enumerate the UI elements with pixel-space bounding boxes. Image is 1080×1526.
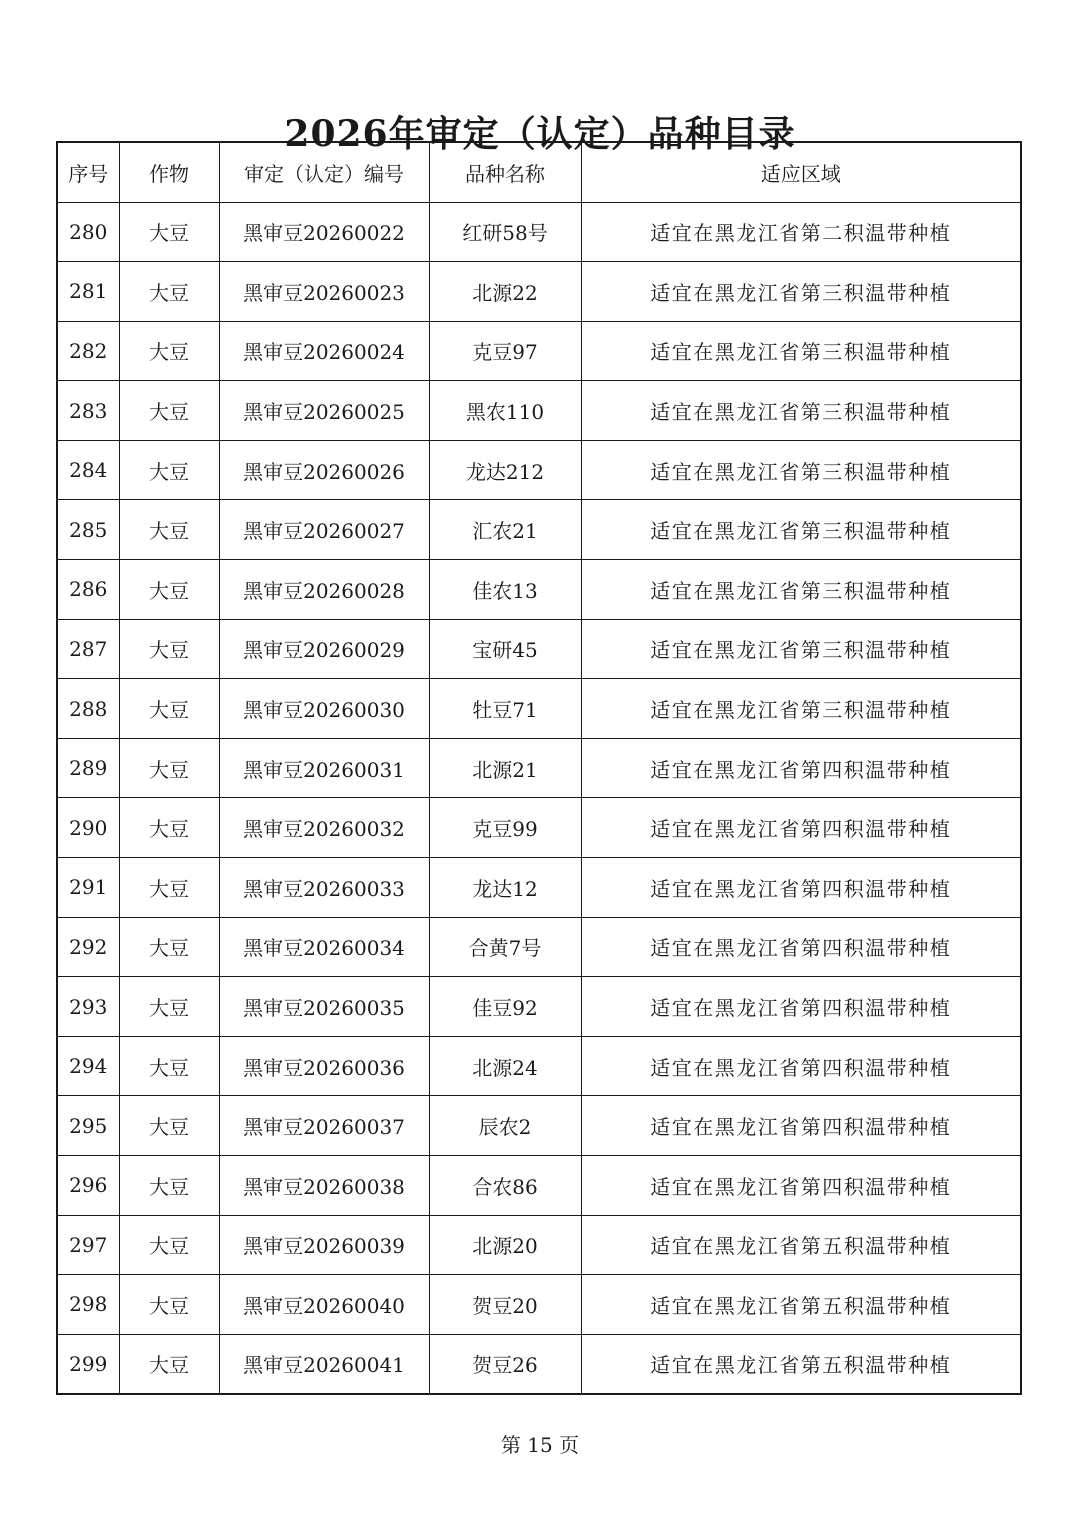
table-row	[57, 619, 1021, 679]
cell-crop: 大豆	[119, 1275, 219, 1335]
cell-approval-code: 黑审豆20260023	[219, 262, 429, 322]
cell-approval-code: 黑审豆20260041	[219, 1334, 429, 1394]
cell-suitable-region: 适宜在黑龙江省第三积温带种植	[581, 262, 1021, 322]
cell-suitable-region: 适宜在黑龙江省第四积温带种植	[581, 798, 1021, 858]
cell-crop: 大豆	[119, 1215, 219, 1275]
cell-suitable-region: 适宜在黑龙江省第四积温带种植	[581, 917, 1021, 977]
header-row	[57, 142, 1021, 202]
table-row	[57, 977, 1021, 1037]
cell-crop: 大豆	[119, 858, 219, 918]
cell-variety-name: 北源21	[429, 738, 581, 798]
cell-seq: 280	[57, 202, 119, 262]
table-row	[57, 381, 1021, 441]
cell-crop: 大豆	[119, 1334, 219, 1394]
table-row	[57, 917, 1021, 977]
cell-seq: 284	[57, 440, 119, 500]
cell-approval-code: 黑审豆20260031	[219, 738, 429, 798]
cell-crop: 大豆	[119, 1096, 219, 1156]
cell-variety-name: 贺豆26	[429, 1334, 581, 1394]
table-header	[57, 142, 1021, 202]
header-suitable-region: 适应区域	[581, 142, 1021, 202]
cell-seq: 281	[57, 262, 119, 322]
table-row	[57, 858, 1021, 918]
cell-crop: 大豆	[119, 321, 219, 381]
cell-suitable-region: 适宜在黑龙江省第二积温带种植	[581, 202, 1021, 262]
cell-approval-code: 黑审豆20260022	[219, 202, 429, 262]
cell-variety-name: 北源22	[429, 262, 581, 322]
cell-approval-code: 黑审豆20260028	[219, 560, 429, 620]
table-row	[57, 738, 1021, 798]
cell-seq: 285	[57, 500, 119, 560]
cell-suitable-region: 适宜在黑龙江省第三积温带种植	[581, 500, 1021, 560]
cell-crop: 大豆	[119, 440, 219, 500]
cell-seq: 290	[57, 798, 119, 858]
cell-crop: 大豆	[119, 1036, 219, 1096]
cell-seq: 296	[57, 1156, 119, 1216]
cell-approval-code: 黑审豆20260036	[219, 1036, 429, 1096]
table-row	[57, 440, 1021, 500]
cell-crop: 大豆	[119, 262, 219, 322]
cell-variety-name: 龙达12	[429, 858, 581, 918]
cell-approval-code: 黑审豆20260027	[219, 500, 429, 560]
cell-seq: 299	[57, 1334, 119, 1394]
page-number: 第 15 页	[500, 1433, 580, 1457]
variety-catalog-table	[56, 141, 1022, 1395]
cell-crop: 大豆	[119, 977, 219, 1037]
table-row	[57, 1096, 1021, 1156]
cell-variety-name: 克豆99	[429, 798, 581, 858]
cell-seq: 298	[57, 1275, 119, 1335]
cell-variety-name: 佳豆92	[429, 977, 581, 1037]
table-row	[57, 1156, 1021, 1216]
cell-crop: 大豆	[119, 381, 219, 441]
cell-variety-name: 北源20	[429, 1215, 581, 1275]
cell-variety-name: 佳农13	[429, 560, 581, 620]
cell-suitable-region: 适宜在黑龙江省第三积温带种植	[581, 619, 1021, 679]
cell-suitable-region: 适宜在黑龙江省第四积温带种植	[581, 858, 1021, 918]
cell-seq: 292	[57, 917, 119, 977]
cell-approval-code: 黑审豆20260030	[219, 679, 429, 739]
cell-suitable-region: 适宜在黑龙江省第四积温带种植	[581, 977, 1021, 1037]
cell-approval-code: 黑审豆20260026	[219, 440, 429, 500]
cell-approval-code: 黑审豆20260038	[219, 1156, 429, 1216]
header-approval-code: 审定（认定）编号	[219, 142, 429, 202]
cell-approval-code: 黑审豆20260032	[219, 798, 429, 858]
cell-suitable-region: 适宜在黑龙江省第四积温带种植	[581, 1096, 1021, 1156]
cell-seq: 295	[57, 1096, 119, 1156]
table-row	[57, 1215, 1021, 1275]
cell-variety-name: 龙达212	[429, 440, 581, 500]
cell-crop: 大豆	[119, 1156, 219, 1216]
cell-approval-code: 黑审豆20260040	[219, 1275, 429, 1335]
cell-seq: 287	[57, 619, 119, 679]
cell-variety-name: 牡豆71	[429, 679, 581, 739]
table-row	[57, 500, 1021, 560]
cell-approval-code: 黑审豆20260037	[219, 1096, 429, 1156]
header-crop: 作物	[119, 142, 219, 202]
cell-approval-code: 黑审豆20260034	[219, 917, 429, 977]
cell-suitable-region: 适宜在黑龙江省第五积温带种植	[581, 1275, 1021, 1335]
cell-suitable-region: 适宜在黑龙江省第三积温带种植	[581, 560, 1021, 620]
cell-seq: 283	[57, 381, 119, 441]
cell-crop: 大豆	[119, 500, 219, 560]
cell-crop: 大豆	[119, 917, 219, 977]
cell-variety-name: 红研58号	[429, 202, 581, 262]
header-seq: 序号	[57, 142, 119, 202]
table-row	[57, 1334, 1021, 1394]
cell-crop: 大豆	[119, 738, 219, 798]
table-row	[57, 1036, 1021, 1096]
cell-seq: 293	[57, 977, 119, 1037]
page-title: 2026年审定（认定）品种目录	[284, 113, 796, 156]
cell-seq: 291	[57, 858, 119, 918]
cell-variety-name: 贺豆20	[429, 1275, 581, 1335]
cell-approval-code: 黑审豆20260024	[219, 321, 429, 381]
cell-suitable-region: 适宜在黑龙江省第五积温带种植	[581, 1334, 1021, 1394]
cell-variety-name: 黑农110	[429, 381, 581, 441]
table-row	[57, 560, 1021, 620]
cell-seq: 294	[57, 1036, 119, 1096]
cell-approval-code: 黑审豆20260035	[219, 977, 429, 1037]
cell-variety-name: 北源24	[429, 1036, 581, 1096]
cell-approval-code: 黑审豆20260025	[219, 381, 429, 441]
cell-suitable-region: 适宜在黑龙江省第四积温带种植	[581, 1036, 1021, 1096]
cell-approval-code: 黑审豆20260029	[219, 619, 429, 679]
cell-variety-name: 合农86	[429, 1156, 581, 1216]
cell-suitable-region: 适宜在黑龙江省第三积温带种植	[581, 679, 1021, 739]
table-row	[57, 321, 1021, 381]
cell-seq: 288	[57, 679, 119, 739]
cell-variety-name: 宝研45	[429, 619, 581, 679]
cell-suitable-region: 适宜在黑龙江省第五积温带种植	[581, 1215, 1021, 1275]
cell-variety-name: 辰农2	[429, 1096, 581, 1156]
header-variety-name: 品种名称	[429, 142, 581, 202]
cell-crop: 大豆	[119, 619, 219, 679]
cell-variety-name: 汇农21	[429, 500, 581, 560]
cell-variety-name: 合黄7号	[429, 917, 581, 977]
table-body	[57, 202, 1021, 1394]
cell-suitable-region: 适宜在黑龙江省第四积温带种植	[581, 1156, 1021, 1216]
cell-crop: 大豆	[119, 202, 219, 262]
cell-seq: 282	[57, 321, 119, 381]
cell-suitable-region: 适宜在黑龙江省第三积温带种植	[581, 321, 1021, 381]
table-row	[57, 679, 1021, 739]
table-row	[57, 798, 1021, 858]
cell-approval-code: 黑审豆20260039	[219, 1215, 429, 1275]
cell-variety-name: 克豆97	[429, 321, 581, 381]
table-row	[57, 202, 1021, 262]
cell-seq: 286	[57, 560, 119, 620]
cell-crop: 大豆	[119, 560, 219, 620]
table-row	[57, 1275, 1021, 1335]
cell-crop: 大豆	[119, 679, 219, 739]
cell-seq: 289	[57, 738, 119, 798]
cell-approval-code: 黑审豆20260033	[219, 858, 429, 918]
cell-crop: 大豆	[119, 798, 219, 858]
cell-suitable-region: 适宜在黑龙江省第四积温带种植	[581, 738, 1021, 798]
cell-seq: 297	[57, 1215, 119, 1275]
cell-suitable-region: 适宜在黑龙江省第三积温带种植	[581, 440, 1021, 500]
table-row	[57, 262, 1021, 322]
cell-suitable-region: 适宜在黑龙江省第三积温带种植	[581, 381, 1021, 441]
